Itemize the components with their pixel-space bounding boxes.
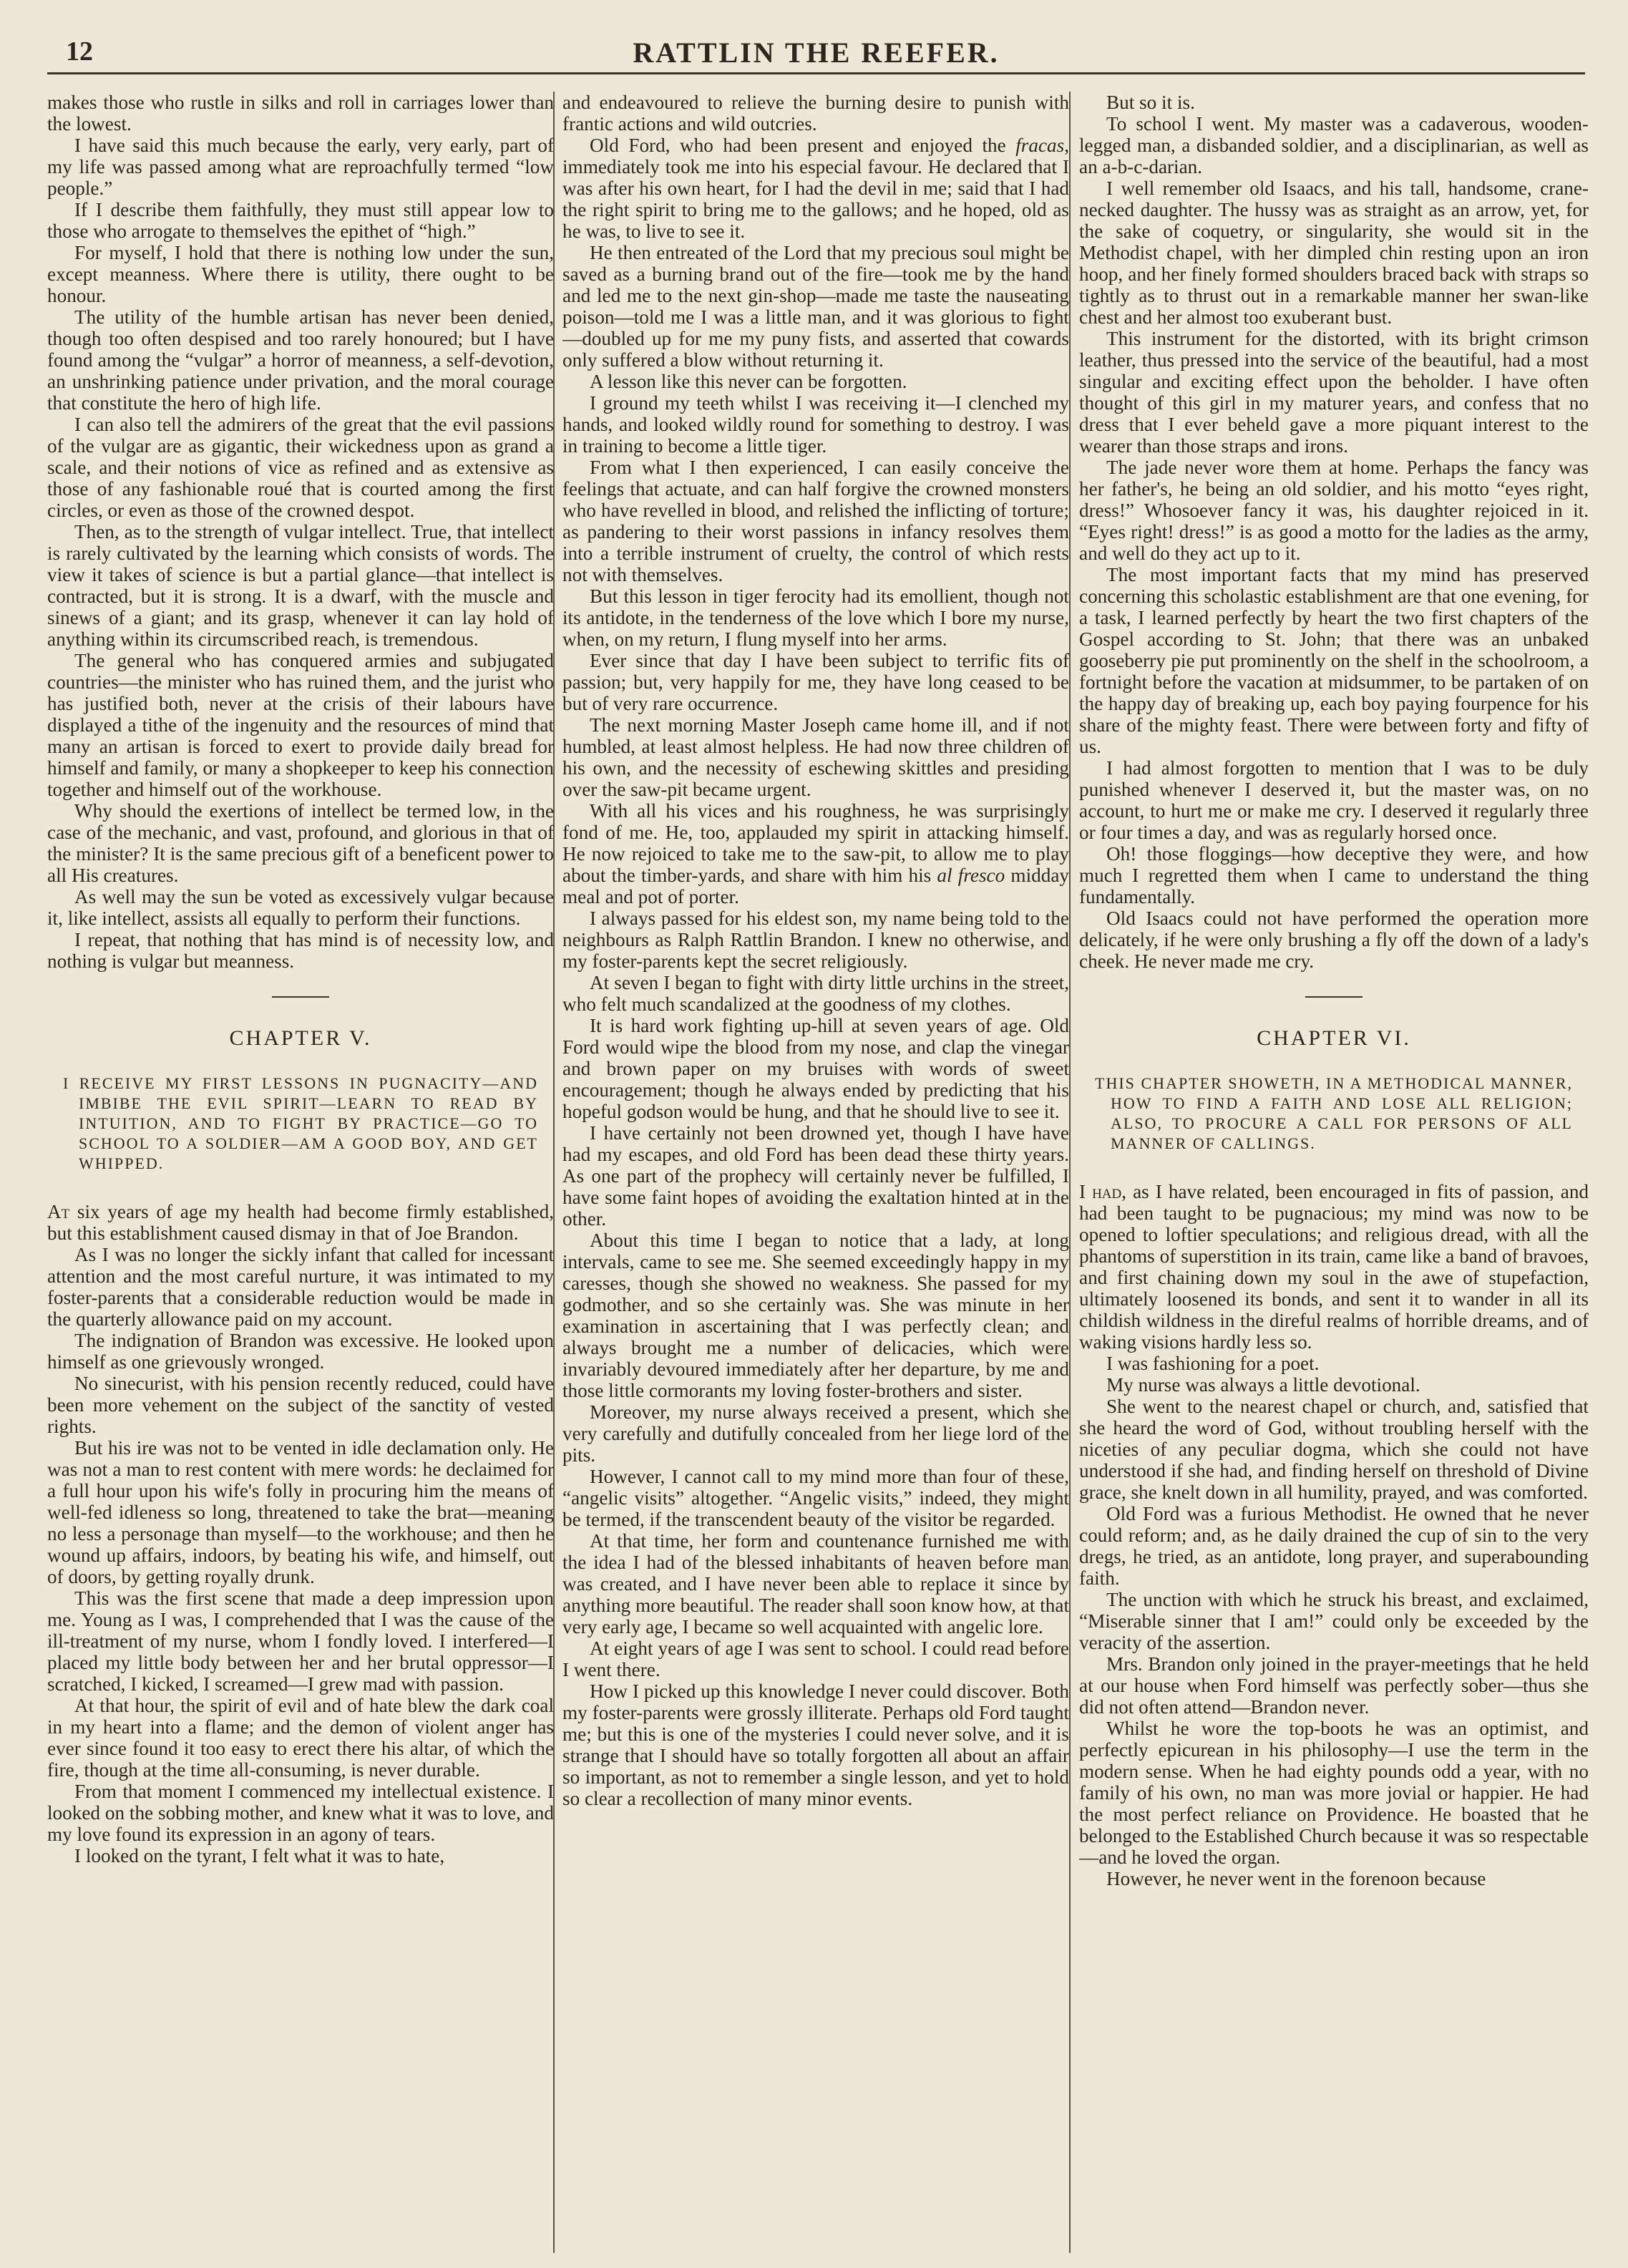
chapter-lead-word: At [47,1201,70,1222]
italic-term: al fresco [937,865,1005,886]
italic-term: fracas [1015,135,1065,156]
paragraph-text: six years of age my health had become firmly established, but this establishment caused dismay in that of Joe Brandon. [47,1201,554,1244]
paragraph: About this time I began to notice that a lady, at long intervals, came to see me. She seemed exceedingly happy in my caresses, though she showed no weakness. She passed for my godmother, and so she certainly was. She was minute in her examination in ascertaining that I was perfectly clean; and always brought me a number of delicacies, which were invariably devoured immediately after her departure, by me and those little cormorants my loving foster-brothers and sister. [562,1230,1069,1401]
paragraph: Mrs. Brandon only joined in the prayer-meetings that he held at our house when Ford himself was perfectly sober—thus she did not often attend—Brandon never. [1079,1653,1589,1718]
paragraph: As I was no longer the sickly infant that called for incessant attention and the most careful nurture, it was intimated to my foster-parents that a considerable reduction would be made in the quarterly allowance paid on my account. [47,1244,554,1330]
paragraph: This instrument for the distorted, with its bright crimson leather, thus pressed into the service of the beautiful, had a most singular and exciting effect upon the beholder. I have often thought of this girl in my maturer years, and confess that no dress that I ever beheld gave a more piquant interest to the wearer than those straps and irons. [1079,328,1589,457]
paragraph: I have said this much because the early, very early, part of my life was passed among what are reproachfully termed “low people.” [47,135,554,199]
paragraph: However, I cannot call to my mind more than four of these, “angelic visits” altogether. “Angelic visits,” indeed, they might be termed, if the transcendent beauty of the visitor be regarded. [562,1466,1069,1530]
paragraph: But his ire was not to be vented in idle declamation only. He was not a man to rest content with mere words: he declaimed for a full hour upon his wife's folly in procuring him the means of well-fed idleness so long, threatened to take the brat—meaning no less a personage than myself—to the workhouse; and then he wound up affairs, indoors, by beating his wife, and himself, out of doors, by getting royally drunk. [47,1437,554,1587]
paragraph: A lesson like this never can be forgotten. [590,371,907,392]
paragraph: The unction with which he struck his breast, and exclaimed, “Miserable sinner that I am!” could only be exceeded by the veracity of the assertion. [1079,1589,1589,1653]
paragraph: From that moment I commenced my intellectual existence. I looked on the sobbing mother, and knew what it was to love, and my love found its expression in an agony of tears. [47,1781,554,1845]
column-2 [562,92,1069,2253]
paragraph [47,1201,554,1244]
paragraph: makes those who rustle in silks and roll in carriages lower than the lowest. [47,92,554,135]
paragraph [1079,1181,1589,1353]
paragraph: At seven I began to fight with dirty little urchins in the street, who felt much scandalized at the goodness of my clothes. [562,972,1069,1015]
paragraph: If I describe them faithfully, they must still appear low to those who arrogate to themselves the epithet of “high.” [47,199,554,242]
paragraph-text: Old Ford, who had been present and enjoyed the [590,135,1016,156]
chapter-lead-word: I had, [1079,1181,1127,1202]
paragraph: To school I went. My master was a cadaverous, wooden-legged man, a disbanded soldier, and a disciplinarian, as well as an a-b-c-darian. [1079,113,1589,177]
paragraph: I looked on the tyrant, I felt what it was to hate, [74,1845,445,1867]
paragraph: Then, as to the strength of vulgar intellect. True, that intellect is rarely cultivated by the learning which consists of words. The view it takes of science is but a partial glance—that intellect is contracted, but it is strong. It is a dwarf, with the muscle and sinews of a giant; and its grasp, whenever it can lay hold of anything within its circumscribed reach, is tremendous. [47,521,554,650]
paragraph: This was the first scene that made a deep impression upon me. Young as I was, I comprehended that I was the cause of the ill-treatment of my nurse, whom I fondly loved. I interfered—I placed my little body between her and her brutal oppressor—I scratched, I kicked, I screamed—I grew mad with passion. [47,1587,554,1695]
paragraph-text: , immediately took me into his especial favour. He declared that I was after his own heart, for I had the devil in me; said that I had the right spirit to bring me to the gallows; and he hoped, old as he was, to live to see it. [562,135,1069,242]
paragraph: The jade never wore them at home. Perhaps the fancy was her father's, he being an old soldier, and his motto “eyes right, dress!” Whosoever fancy it was, his daughter rejoiced in it. “Eyes right! dress!” is as good a motto for the ladies as the army, and well do they act up to it. [1079,457,1589,564]
paragraph: Old Ford was a furious Methodist. He owned that he never could reform; and, as he daily drained the cup of sin to the very dregs, he tried, as an antidote, long prayer, and superabounding faith. [1079,1503,1589,1589]
paragraph: Oh! those floggings—how deceptive they were, and how much I regretted them when I came to understand the thing fundamentally. [1079,843,1589,907]
paragraph: At eight years of age I was sent to school. I could read before I went there. [562,1637,1069,1680]
paragraph: The general who has conquered armies and subjugated countries—the minister who has ruined them, and the jurist who has justified both, never at the crisis of their labours have displayed a tithe of the ingenuity and the resources of mind that many an artisan is forced to exert to provide daily bread for himself and family, or many a shopkeeper to keep his connection together and himself out of the workhouse. [47,650,554,800]
paragraph: But this lesson in tiger ferocity had its emollient, though not its antidote, in the tenderness of the love which I bore my nurse, when, on my return, I flung myself into her arms. [562,585,1069,650]
paragraph: The most important facts that my mind has preserved concerning this scholastic establishment are that one evening, for a task, I learned perfectly by heart the two first chapters of the Gospel according to St. John; that there was an unbaked gooseberry pie put prominently on the shelf in the schoolroom, a fortnight before the vacation at midsummer, to be partaken of on the happy day of breaking up, each boy paying fourpence for his share of the mighty feast. There were between forty and fifty of us. [1079,564,1589,757]
paragraph: The indignation of Brandon was excessive. He looked upon himself as one grievously wronged. [47,1330,554,1373]
chapter-summary: THIS CHAPTER SHOWETH, IN A METHODICAL MANNER, HOW TO FIND A FAITH AND LOSE ALL RELIGION; ALSO, TO PROCURE A CALL FOR PERSONS OF ALL MANNER OF CALLINGS. [1095,1074,1573,1152]
paragraph: But so it is. [1106,92,1195,113]
paragraph: He then entreated of the Lord that my precious soul might be saved as a burning brand out of the fire—took me by the hand and led me to the next gin-shop—made me taste the nauseating poison—told me I was a little man, and it was glorious to fight—doubled up for me my puny fists, and asserted that cowards only suffered a blow without returning it. [562,242,1069,371]
paragraph: Ever since that day I have been subject to terrific fits of passion; but, very happily for me, they have long ceased to be but of very rare occurrence. [562,650,1069,714]
section-divider [272,996,329,998]
paragraph: I ground my teeth whilst I was receiving it—I clenched my hands, and looked wildly round for something to destroy. I was in training to become a little tiger. [562,392,1069,457]
paragraph: Whilst he wore the top-boots he was an optimist, and perfectly epicurean in his philosophy—I use the term in the modern sense. When he had eighty pounds odd a year, with no family of his own, no man was more jovial or happier. He had the most perfect reliance on Providence. He boasted that he belonged to the Established Church because it was so respectable—and he loved the organ. [1079,1718,1589,1868]
column-rule-2 [1069,92,1071,2253]
paragraph: I had almost forgotten to mention that I was to be duly punished whenever I deserved it, but the master was, on no account, to hurt me or make me cry. I deserved it regularly three or four times a day, and was as regularly horsed once. [1079,757,1589,843]
paragraph: I repeat, that nothing that has mind is of necessity low, and nothing is vulgar but meanness. [47,929,554,972]
paragraph: and endeavoured to relieve the burning desire to punish with frantic actions and wild outcries. [562,92,1069,135]
paragraph: I can also tell the admirers of the great that the evil passions of the vulgar are as gigantic, their wickedness upon as grand a scale, and their notions of vice as refined and as extensive as those of any fashionable roué that is courted among the first circles, or even as those of the crowned despot. [47,414,554,521]
paragraph: However, he never went in the forenoon because [1106,1868,1486,1889]
paragraph: I have certainly not been drowned yet, though I have have had my escapes, and old Ford has been dead these thirty years. As one part of the prophecy will certainly never be fulfilled, I have some faint hopes of avoiding the exaltation hinted at in the other. [562,1122,1069,1230]
paragraph: At that hour, the spirit of evil and of hate blew the dark coal in my heart into a flame; and the demon of violent anger has ever since found it too easy to erect there his altar, of which the fire, though at the time all-consuming, is never durable. [47,1695,554,1781]
paragraph: The utility of the humble artisan has never been denied, though too often despised and too rarely honoured; but I have found among the “vulgar” a horror of meanness, a self-devotion, an unshrinking patience under privation, and the moral courage that constitute the hero of high life. [47,306,554,414]
paragraph: I always passed for his eldest son, my name being told to the neighbours as Ralph Rattlin Brandon. I knew no otherwise, and my foster-parents kept the secret religiously. [562,907,1069,972]
running-title: RATTLIN THE REEFER. [633,36,1000,69]
paragraph-text: With all his vices and his roughness, he was surprisingly fond of me. He, too, applauded my spirit in attacking himself. He now rejoiced to take me to the saw-pit, to allow me to play about the timber-yards, and share with him his [562,800,1069,886]
page-header [47,31,1585,74]
paragraph: Old Isaacs could not have performed the operation more delicately, if he were only brushing a fly off the down of a lady's cheek. He never made me cry. [1079,907,1589,972]
paragraph [562,800,1069,907]
paragraph: No sinecurist, with his pension recently reduced, could have been more vehement on the subject of the sanctity of vested rights. [47,1373,554,1437]
section-divider [1305,996,1363,998]
paragraph-text: as I have related, been encouraged in fits of passion, and had been taught to be pugnacious; my mind was now to be opened to loftier speculations; and religious dread, with all the phantoms of superstition in its train, came like a band of bravoes, and first chaining down my soul in the awe of stupefaction, ultimately loosened its bonds, and sent it to wander in all its childish wildness in the direful realms of horrible dreams, and of waking visions hardly less so. [1079,1181,1589,1353]
paragraph: How I picked up this knowledge I never could discover. Both my foster-parents were grossly illiterate. Perhaps old Ford taught me; but this is one of the mysteries I could never solve, and it is strange that I should have so totally forgotten all about an affair so important, as not to remember a single lesson, and yet to hold so clear a recollection of many minor events. [562,1680,1069,1809]
paragraph: She went to the nearest chapel or church, and, satisfied that she heard the word of God, without troubling herself with the niceties of any peculiar dogma, which she could not have understood if she had, and finding herself on threshold of Divine grace, she knelt down in all humility, prayed, and was comforted. [1079,1396,1589,1503]
paragraph: It is hard work fighting up-hill at seven years of age. Old Ford would wipe the blood from my nose, and clap the vinegar and brown paper on my bruises with words of sweet encouragement; though he always ended by predicting that his hopeful godson would be hung, and that he should live to see it. [562,1015,1069,1122]
paragraph: My nurse was always a little devotional. [1106,1374,1420,1396]
chapter-title: CHAPTER VI. [1257,1026,1411,1050]
header-rule [47,72,1585,74]
paragraph: I well remember old Isaacs, and his tall, handsome, crane-necked daughter. The hussy was as straight as an arrow, yet, for the sake of coquetry, or singularity, she would sit in the Methodist chapel, with her dimpled chin resting upon an iron hoop, and her finely formed shoulders braced back with straps so tightly as to thrust out in a remarkable manner her swan-like chest and her almost too exuberant bust. [1079,177,1589,328]
column-3 [1079,92,1589,2253]
paragraph: Why should the exertions of intellect be termed low, in the case of the mechanic, and vast, profound, and glorious in that of the minister? It is the same precious gift of a beneficent power to all His creatures. [47,800,554,886]
paragraph: I was fashioning for a poet. [1106,1353,1320,1374]
chapter-summary: I RECEIVE MY FIRST LESSONS IN PUGNACITY—AND IMBIBE THE EVIL SPIRIT—LEARN TO READ BY INTUITION, AND TO FIGHT BY PRACTICE—GO TO SCHOOL TO A SOLDIER—AM A GOOD BOY, AND GET WHIPPED. [63,1074,538,1172]
paragraph: As well may the sun be voted as excessively vulgar because it, like intellect, assists all equally to perform their functions. [47,886,554,929]
chapter-title: CHAPTER V. [229,1026,372,1050]
column-1 [47,92,554,2253]
paragraph: At that time, her form and countenance furnished me with the idea I had of the blessed inhabitants of heaven before man was created, and I have never been able to replace it since by anything more beautiful. The reader shall soon know how, at that very early age, I became so well acquainted with angelic lore. [562,1530,1069,1637]
paragraph-text: midday meal and pot of porter. [562,865,1069,907]
paragraph: For myself, I hold that there is nothing low under the sun, except meanness. Where there is utility, there ought to be honour. [47,242,554,306]
paragraph: Moreover, my nurse always received a present, which she very carefully and dutifully concealed from her liege lord of the pits. [562,1401,1069,1466]
paragraph: The next morning Master Joseph came home ill, and if not humbled, at least almost helpless. He had now three children of his own, and the necessity of eschewing skittles and presiding over the saw-pit became urgent. [562,714,1069,800]
paragraph: From what I then experienced, I can easily conceive the feelings that actuate, and can half forgive the crowned monsters who have revelled in blood, and relished the inflicting of torture; as pandering to their worst passions in infancy resolves them into a terrible instrument of cruelty, the control of which rests not with themselves. [562,457,1069,585]
paragraph [562,135,1069,242]
page-number: 12 [66,36,93,67]
